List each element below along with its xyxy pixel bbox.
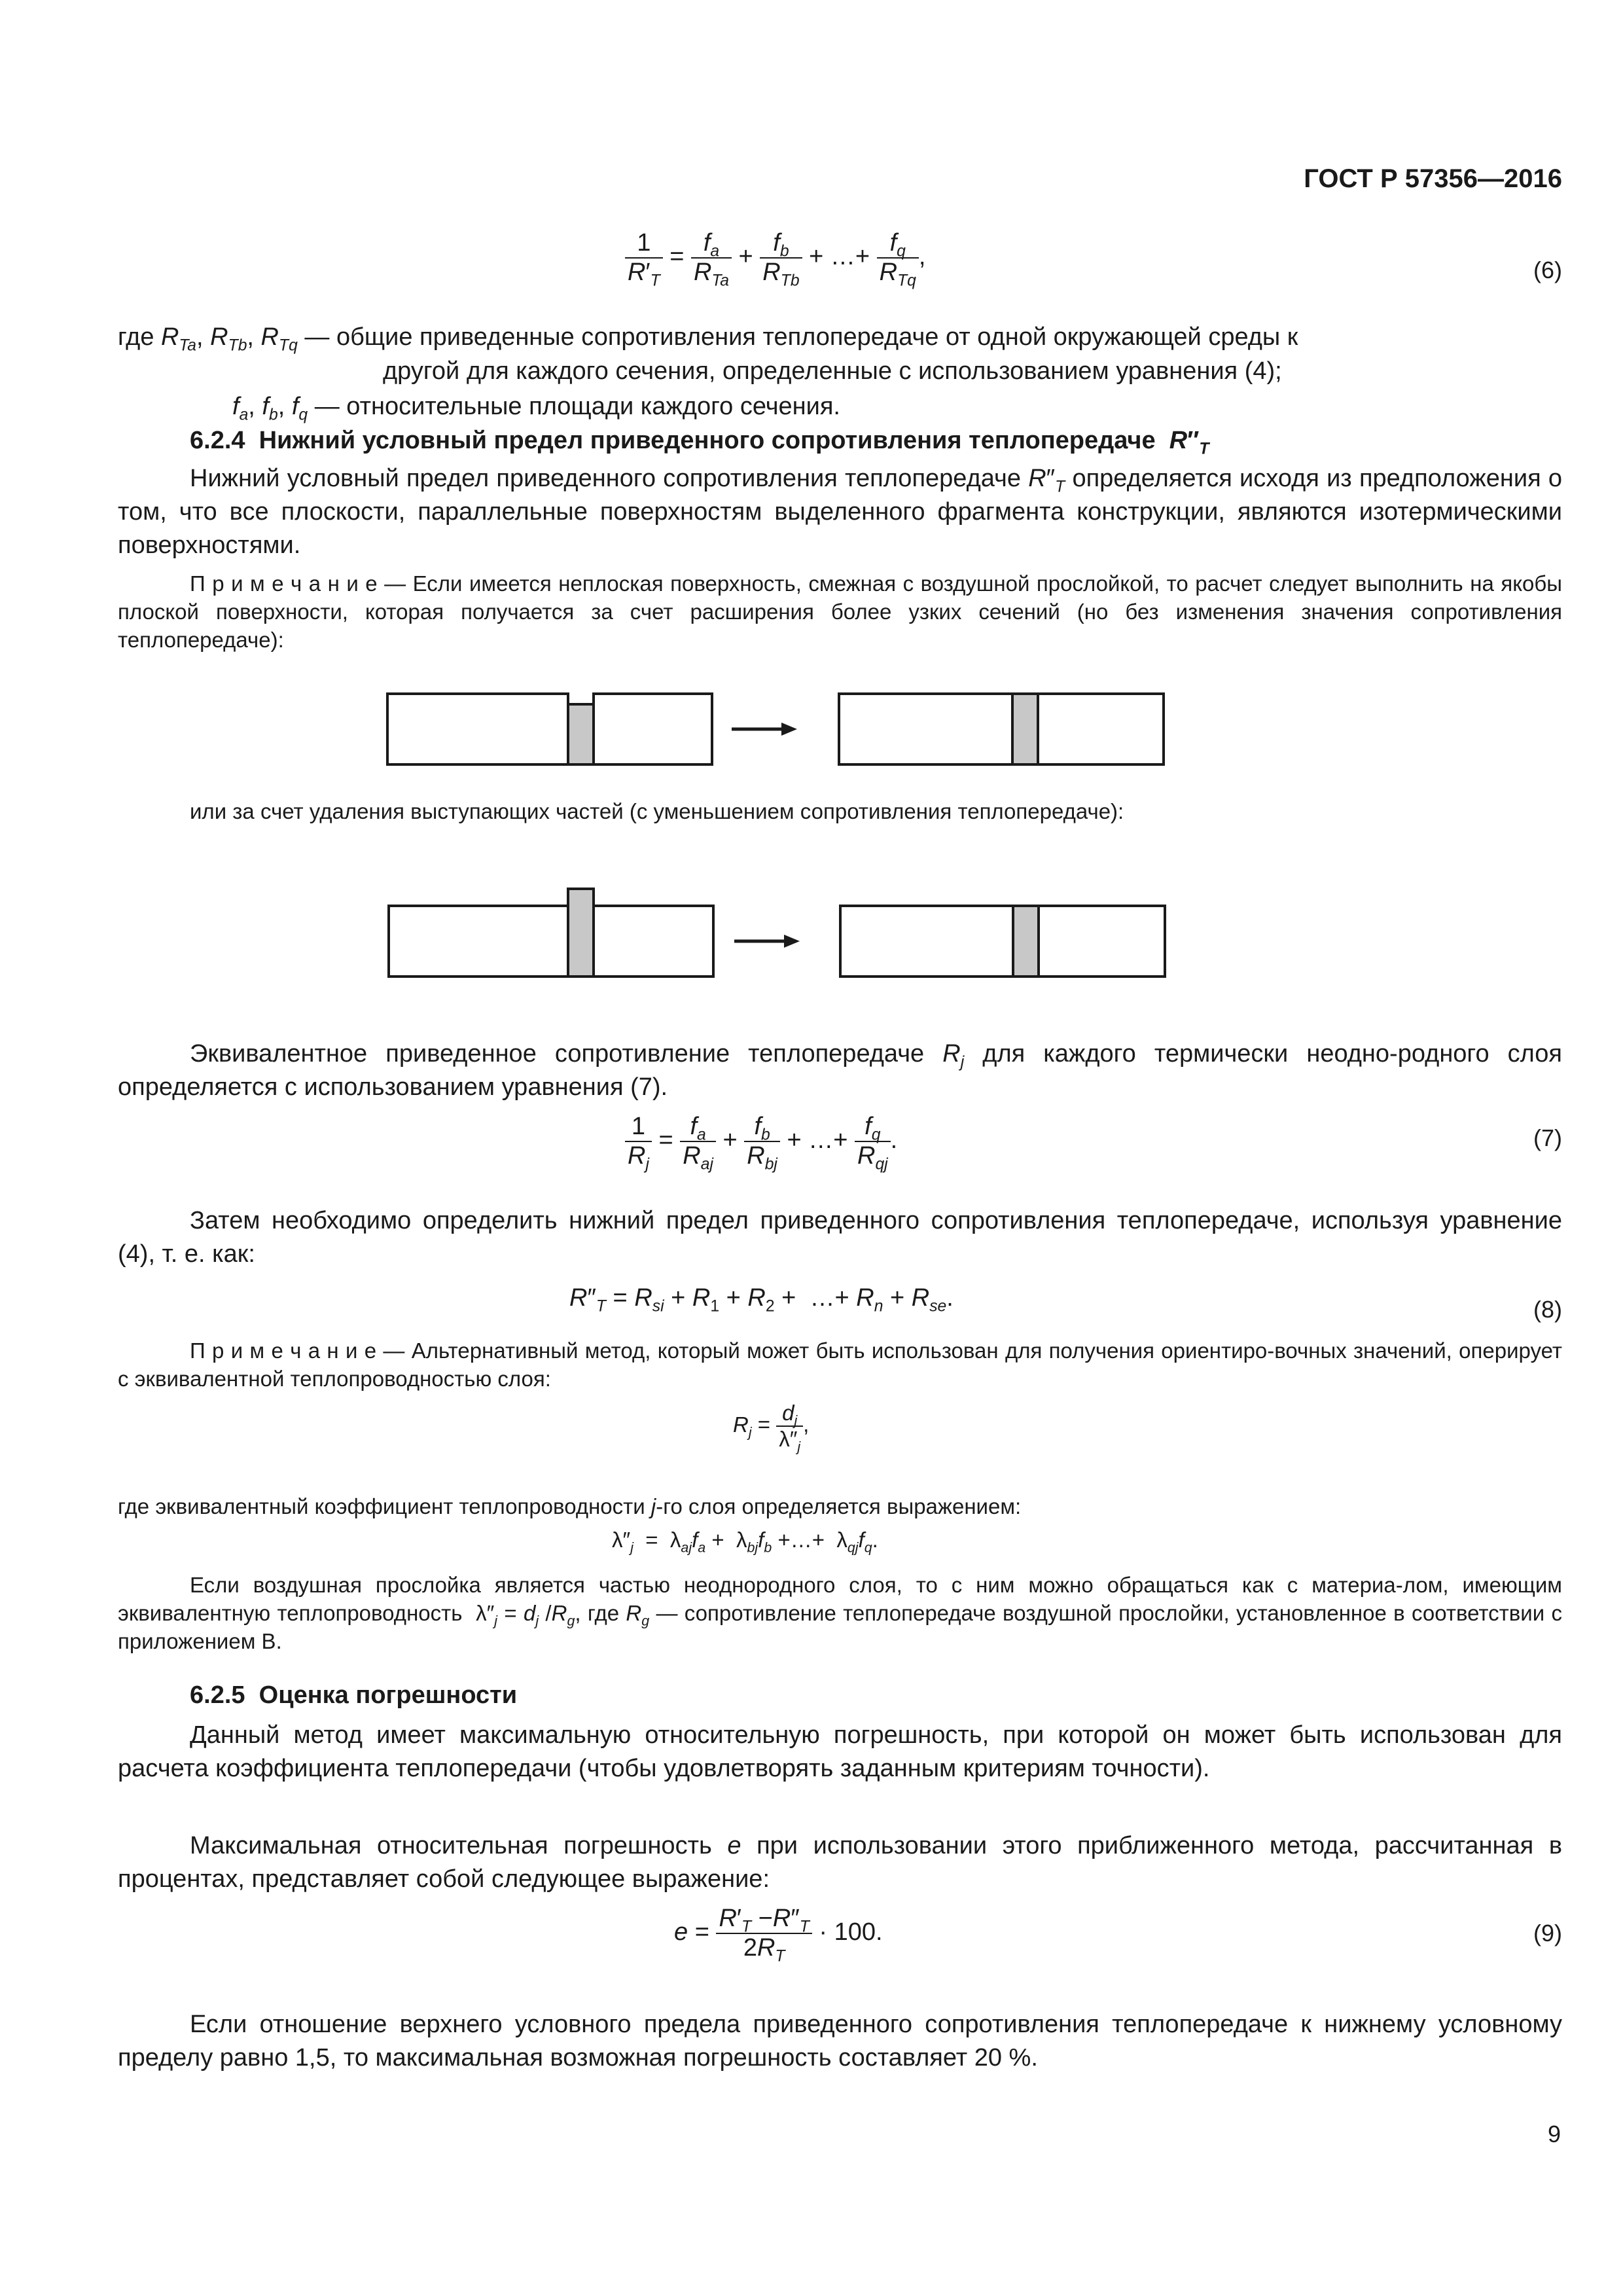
section-6-2-5-paragraph-2: Максимальная относительная погрешность e при использовании этого приближенного метода, рассчитанная в процентах, представляет собой следующее выражение: [118, 1832, 1563, 1893]
equation-9-number: (9) [1533, 1920, 1562, 1946]
equation-8: $R''_T = R_{si} + R_1 + R_2$ + …+ $R_n + R_{se}$. [569, 1284, 954, 1316]
page-number: 9 [1547, 2121, 1561, 2147]
equation-6-number: (6) [1533, 257, 1562, 283]
note-1-text: — Если имеется неплоская поверхность, смежная с воздушной прослойкой, то расчет следует выполнить на якобы плоской поверхности, которая получается за счет расширения более узких сечений (но без изменения значения сопротивления теплопередаче): [118, 571, 1562, 652]
layer-block [387, 905, 715, 978]
narrow-section [567, 703, 595, 766]
note-2-label: П р и м е ч а н и е [190, 1338, 377, 1363]
layer-block-left [386, 692, 569, 766]
note-2-where: где эквивалентный коэффициент теплопроводности j-го слоя определяется выражением: [118, 1494, 1022, 1518]
definition-f: $f_a$, $f_b$, $f_q$ — относительные площади каждого сечения. [232, 393, 840, 424]
widened-section [1011, 692, 1039, 766]
layer-block-right [592, 692, 713, 766]
equation-9: e = $\frac{R'_T -R''_T}{2R_T}$ · 100. [674, 1905, 883, 1965]
equivalent-resistance-paragraph: Эквивалентное приведенное сопротивление теплопередаче $R_j$ для каждого термически неодно-родного слоя определяется с использованием уравнения (7). [118, 1040, 1562, 1101]
trimmed-section [1012, 905, 1040, 978]
section-6-2-5-paragraph-1: Данный метод имеет максимальную относительную погрешность, при которой он может быть использован для расчета коэффициента теплопередачи (чтобы удовлетворять заданным критериям точности). [118, 1721, 1562, 1782]
equation-7: $\frac{1}{R_j}$ = $\frac{f_a}{R_{aj}}$ + $\frac{f_b}{R_{bj}}$ + …+ $\frac{f_q}{R_{qj}}$ . [625, 1113, 897, 1170]
arrow-icon [734, 932, 800, 950]
note-1 [118, 569, 1562, 654]
protruding-section [567, 888, 595, 978]
definition-rt-continued: другой для каждого сечения, определенные с использованием уравнения (4); [383, 357, 1282, 385]
eq6-definitions: где $R_{Ta}$, $R_{Tb}$, $R_{Tq}$ — общие приведенные сопротивления теплопередаче от одной окружающей среды к [118, 323, 1298, 355]
section-6-2-4-paragraph: Нижний условный предел приведенного сопротивления теплопередаче $R''_T$ определяется исходя из предположения о том, что все плоскости, параллельные поверхностям выделенного фрагмента конструкции, являются изотермическими поверхностями. [118, 465, 1562, 559]
document-header: ГОСТ Р 57356—2016 [1304, 164, 1562, 193]
section-6-2-4-heading: 6.2.4 Нижний условный предел приведенного сопротивления теплопередаче $R''_T$ [190, 427, 1209, 458]
equation-7-number: (7) [1533, 1124, 1562, 1151]
result-block [839, 905, 1166, 978]
equation-rj: $R_j$ = $\frac{d_j}{\lambda''_j}$ , [733, 1401, 810, 1455]
arrow-icon [732, 720, 797, 738]
note-2 [118, 1336, 1562, 1393]
figure-removal [387, 888, 1166, 978]
section-6-2-5-heading: 6.2.5 Оценка погрешности [190, 1681, 518, 1709]
equation-6: $\frac{1}{R'_T}$ = $\frac{f_a}{R_{Ta}}$ + $\frac{f_b}{R_{Tb}}$ + …+ $\frac{f_q}{R_{Tq}}$ , [625, 229, 925, 287]
figure-caption-removal: или за счет удаления выступающих частей (с уменьшением сопротивления теплопередаче): [190, 799, 1124, 823]
section-6-2-5-paragraph-3: Если отношение верхнего условного предела приведенного сопротивления теплопередаче к нижнему условному пределу равно 1,5, то максимальная возможная погрешность составляет 20 %. [118, 2011, 1562, 2072]
result-block [838, 692, 1165, 766]
figure-widening [386, 687, 1165, 766]
air-layer-note: Если воздушная прослойка является частью неоднородного слоя, то с ним можно обращаться как с материа-лом, имеющим эквивалентную теплопроводность $\lambda''_j = d_j$ $/R_g$, где $R_g$ — сопротивление теплопередаче воздушной прослойки, установленное в соответствии с приложением В. [118, 1573, 1562, 1653]
equation-8-number: (8) [1533, 1296, 1562, 1323]
note-1-label: П р и м е ч а н и е [190, 571, 378, 596]
lower-limit-paragraph: Затем необходимо определить нижний предел приведенного сопротивления теплопередаче, используя уравнение (4), т. е. как: [118, 1207, 1562, 1268]
note-2-text: — Альтернативный метод, который может быть использован для получения ориентиро-вочных значений, оперирует с эквивалентной теплопроводностью слоя: [118, 1338, 1562, 1391]
where-word: где [118, 323, 154, 351]
equation-lambda: $\lambda''_j = \lambda_{aj}f_a + \lambda_{bj}f_b$ +…+ $\lambda_{qj}f_q$. [612, 1528, 878, 1556]
definition-rt: общие приведенные сопротивления теплопередаче от одной окружающей среды к [336, 323, 1298, 351]
